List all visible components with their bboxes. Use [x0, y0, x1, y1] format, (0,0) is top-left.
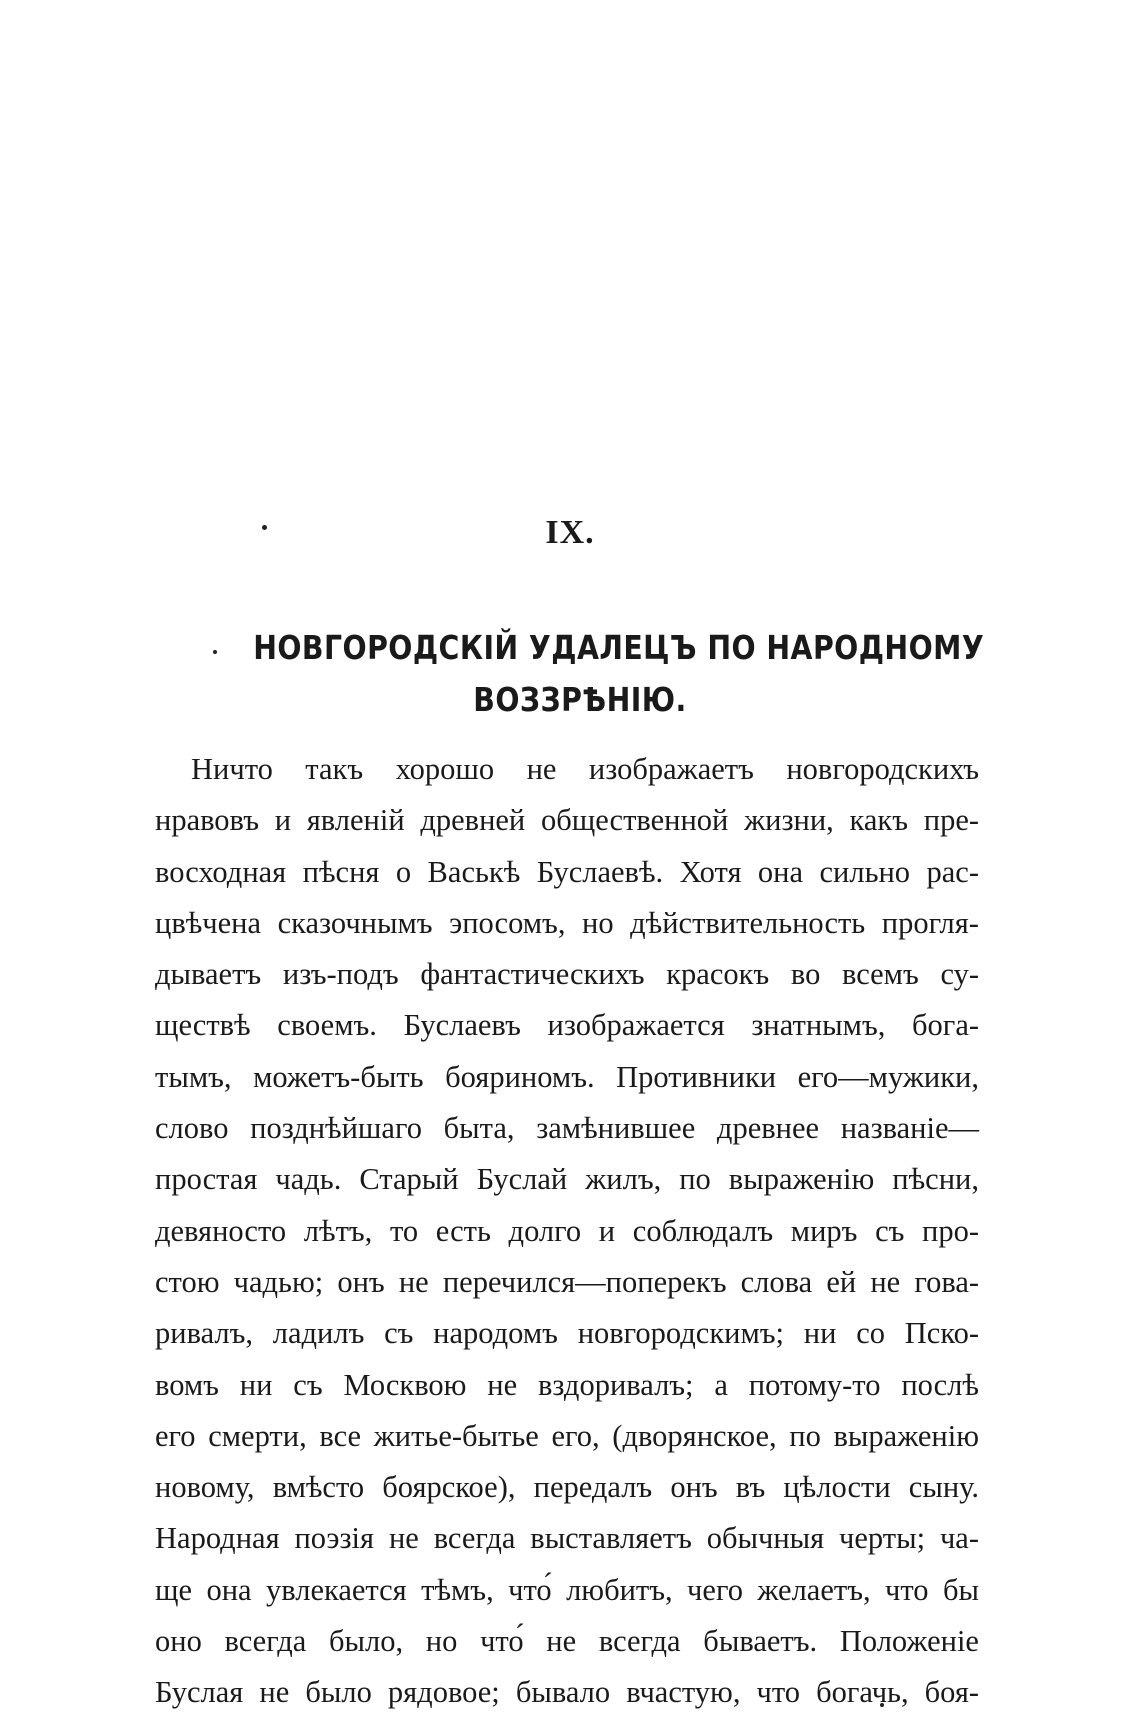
text-line: оно всегда было, но что́ не всегда бываетъ. Положеніе [155, 1624, 979, 1659]
text-line: восходная пѣсня о Васькѣ Буслаевѣ. Хотя она сильно рас- [155, 854, 979, 889]
text-line: слово позднѣйшаго быта, замѣнившее древнее названіе— [155, 1111, 979, 1146]
text-line: Народная поэзія не всегда выставляетъ обычныя черты; ча- [155, 1521, 979, 1556]
text-line: дываетъ изъ-подъ фантастическихъ красокъ во всемъ су- [155, 957, 979, 992]
text-line: его смерти, все житье-бытье его, (дворянское, по выраженію [155, 1418, 979, 1453]
text-line: ривалъ, ладилъ съ народомъ новгородскимъ; ни со Пско- [155, 1316, 979, 1351]
chapter-number: IX. [545, 514, 595, 551]
text-line: вомъ ни съ Москвою не вздоривалъ; а потому-то послѣ [155, 1367, 979, 1402]
text-line: простая чадь. Старый Буслай жилъ, по выраженію пѣсни, [155, 1162, 979, 1197]
chapter-title-line-2: ВОЗЗРѢНІЮ. [473, 680, 687, 719]
text-line: ще она увлекается тѣмъ, что́ любитъ, чего желаетъ, что бы [155, 1572, 979, 1607]
text-line: тымъ, можетъ-быть бояриномъ. Противники его—мужики, [155, 1059, 979, 1094]
text-line: нравовъ и явленій древней общественной жизни, какъ пре- [155, 803, 980, 838]
chapter-title [253, 622, 985, 726]
text-line: новому, вмѣсто боярское), передалъ онъ въ цѣлости сыну. [155, 1470, 979, 1505]
body-text [155, 744, 979, 1719]
text-line: девяносто лѣтъ, то есть долго и соблюдалъ миръ съ про- [155, 1213, 980, 1248]
chapter-title-line-1: НОВГОРОДСКІЙ УДАЛЕЦЪ ПО НАРОДНОМУ [253, 628, 985, 667]
text-line: Ничто такъ хорошо не изображаетъ новгородскихъ [191, 752, 979, 786]
text-line: стою чадью; онъ не перечился—поперекъ слова ей не гова- [155, 1264, 980, 1299]
text-line: цвѣчена сказочнымъ эпосомъ, но дѣйствительность прогля- [155, 905, 979, 940]
text-line: ществѣ своемъ. Буслаевъ изображается знатнымъ, бога- [155, 1008, 980, 1043]
print-speck [213, 650, 217, 654]
text-line: Буслая не было рядовое; бывало вчастую, что богачь, боя- [155, 1675, 980, 1710]
